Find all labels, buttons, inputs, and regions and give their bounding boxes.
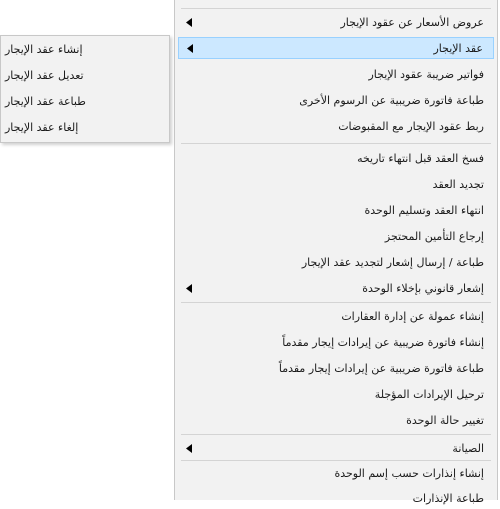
- menu-item-print-other-fees-invoice[interactable]: [178, 89, 494, 111]
- menu-item-label: إنشاء فاتورة ضريبية عن إيرادات إيجار مقدماً: [282, 335, 484, 349]
- menu-item-label: عروض الأسعار عن عقود الإيجار: [340, 15, 484, 29]
- menu-item-label: فسخ العقد قبل انتهاء تاريخه: [357, 151, 484, 165]
- submenu-item-label: تعديل عقد الإيجار: [5, 68, 84, 82]
- menu-item-post-deferred-revenue[interactable]: [178, 383, 494, 405]
- submenu-item-cancel-contract[interactable]: [5, 116, 165, 138]
- menu-item-maintenance[interactable]: [178, 437, 494, 459]
- submenu-arrow-icon: [186, 443, 194, 453]
- menu-item-rental-quotes[interactable]: [178, 11, 494, 33]
- menu-item-label: إنشاء إنذارات حسب إسم الوحدة: [334, 466, 484, 480]
- menu-separator: [181, 302, 491, 303]
- submenu-arrow-icon: [186, 17, 194, 27]
- menu-item-label: ترحيل الإيرادات المؤجلة: [374, 387, 484, 401]
- menu-item-label: طباعة فاتورة ضريبية عن الرسوم الأخرى: [299, 93, 484, 107]
- submenu-item-create-contract[interactable]: [5, 38, 165, 60]
- menu-separator: [181, 434, 491, 435]
- menu-separator: [181, 460, 491, 461]
- menu-item-label: ربط عقود الإيجار مع المقبوضات: [338, 119, 484, 133]
- menu-item-refund-deposit[interactable]: [178, 225, 494, 247]
- submenu-arrow-icon: [186, 283, 194, 293]
- menu-separator: [181, 143, 491, 144]
- menu-item-print-warnings[interactable]: [178, 487, 494, 509]
- menu-item-label: طباعة / إرسال إشعار لتجديد عقد الإيجار: [301, 255, 484, 269]
- menu-item-end-contract-handover[interactable]: [178, 199, 494, 221]
- submenu-item-label: إلغاء عقد الإيجار: [5, 120, 79, 134]
- menu-item-label: طباعة الإنذارات: [412, 491, 484, 505]
- rental-contract-submenu: [0, 35, 170, 143]
- submenu-item-edit-contract[interactable]: [5, 64, 165, 86]
- submenu-item-print-contract[interactable]: [5, 90, 165, 112]
- menu-item-label: انتهاء العقد وتسليم الوحدة: [364, 203, 484, 217]
- submenu-arrow-icon: [187, 43, 195, 53]
- submenu-item-label: إنشاء عقد الإيجار: [5, 42, 83, 56]
- menu-item-label: إنشاء عمولة عن إدارة العقارات: [341, 309, 484, 323]
- menu-item-terminate-contract-early[interactable]: [178, 147, 494, 169]
- menu-item-create-advance-rent-invoice[interactable]: [178, 331, 494, 353]
- menu-item-label: إشعار قانوني بإخلاء الوحدة: [362, 281, 484, 295]
- menu-item-create-warnings-by-unit[interactable]: [178, 462, 494, 484]
- menu-item-change-unit-status[interactable]: [178, 409, 494, 431]
- submenu-item-label: طباعة عقد الإيجار: [5, 94, 86, 108]
- menu-item-label: طباعة فاتورة ضريبية عن إيرادات إيجار مقدماً: [278, 361, 484, 375]
- menu-item-print-send-renewal-notice[interactable]: [178, 251, 494, 273]
- menu-item-label: إرجاع التأمين المحتجز: [384, 229, 484, 243]
- menu-item-label: الصيانة: [452, 441, 484, 455]
- menu-item-renew-contract[interactable]: [178, 173, 494, 195]
- menu-item-link-contracts-receipts[interactable]: [178, 115, 494, 137]
- menu-separator: [181, 8, 491, 9]
- menu-item-label: فواتير ضريبة عقود الإيجار: [368, 67, 484, 81]
- menu-item-label: عقد الإيجار: [433, 41, 483, 55]
- menu-item-label: تجديد العقد: [432, 177, 484, 191]
- menu-item-print-advance-rent-invoice[interactable]: [178, 357, 494, 379]
- menu-item-legal-eviction-notice[interactable]: [178, 277, 494, 299]
- menu-item-rental-tax-invoices[interactable]: [178, 63, 494, 85]
- menu-item-rental-contract[interactable]: [178, 37, 494, 59]
- main-context-menu: [174, 0, 498, 505]
- menu-item-label: تغيير حالة الوحدة: [406, 413, 484, 427]
- menu-item-create-management-commission[interactable]: [178, 305, 494, 327]
